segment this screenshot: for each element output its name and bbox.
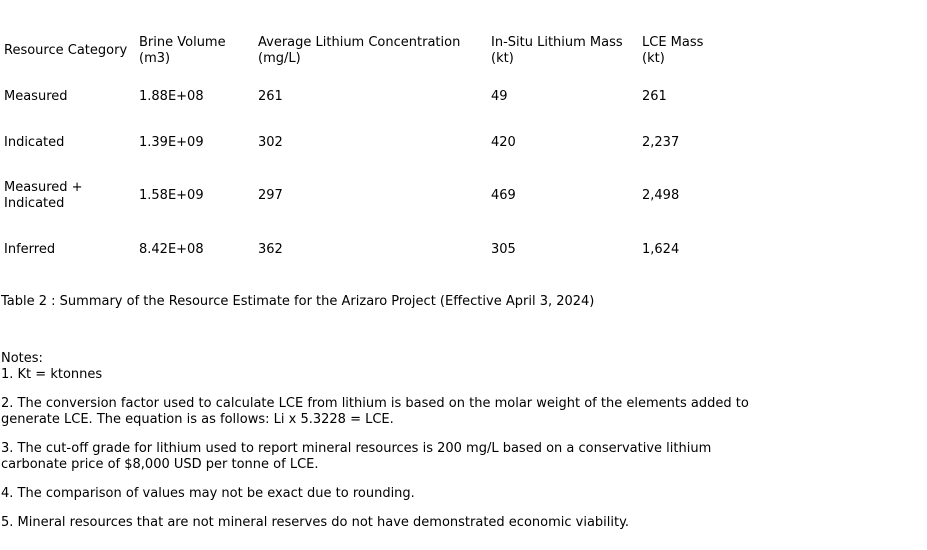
table-row — [2, 226, 724, 274]
table-body — [2, 74, 724, 274]
header-volume-line2: (m3) — [139, 51, 171, 66]
cell-lce: 2,498 — [642, 188, 680, 203]
notes-section — [1, 351, 761, 531]
note-item: 5. Mineral resources that are not mineral reserves do not have demonstrated economic viability. — [1, 515, 630, 530]
header-lce-line1: LCE Mass — [642, 35, 704, 50]
header-lithium-mass — [489, 28, 640, 74]
cell-category-line1: Measured + — [4, 180, 83, 195]
table-header — [2, 28, 724, 74]
notes-heading: Notes: — [1, 351, 43, 366]
header-mass-line1: In-Situ Lithium Mass — [491, 35, 623, 50]
cell-category-line2: Indicated — [4, 196, 65, 211]
cell-lce: 2,237 — [642, 135, 680, 150]
cell-volume: 1.58E+09 — [139, 188, 204, 203]
header-concentration-line1: Average Lithium Concentration — [258, 35, 461, 50]
cell-category: Indicated — [4, 135, 65, 150]
cell-concentration: 302 — [258, 135, 283, 150]
header-lce-line2: (kt) — [642, 51, 665, 66]
table-header-row — [2, 28, 724, 74]
cell-lce: 1,624 — [642, 242, 680, 257]
cell-category: Inferred — [4, 242, 56, 257]
table-caption: Table 2 : Summary of the Resource Estimate for the Arizaro Project (Effective April 3, 2024) — [1, 294, 595, 309]
header-category-text: Resource Category — [4, 43, 128, 58]
cell-mass: 469 — [491, 188, 516, 203]
header-resource-category — [2, 28, 137, 74]
header-lce-mass — [640, 28, 724, 74]
table-row — [2, 120, 724, 166]
resource-estimate-table — [2, 28, 724, 274]
cell-category — [2, 166, 137, 226]
header-mass-line2: (kt) — [491, 51, 514, 66]
note-item: 3. The cut-off grade for lithium used to report mineral resources is 200 mg/L based on a conservative lithium carbonate price of $8,000 USD per tonne of LCE. — [1, 441, 712, 472]
cell-lce: 261 — [642, 89, 667, 104]
note-item: 1. Kt = ktonnes — [1, 367, 103, 382]
cell-mass: 305 — [491, 242, 516, 257]
cell-volume: 1.39E+09 — [139, 135, 204, 150]
header-lithium-concentration — [256, 28, 489, 74]
cell-volume: 1.88E+08 — [139, 89, 204, 104]
header-concentration-line2: (mg/L) — [258, 51, 301, 66]
header-brine-volume — [137, 28, 256, 74]
cell-concentration: 261 — [258, 89, 283, 104]
cell-concentration: 297 — [258, 188, 283, 203]
header-volume-line1: Brine Volume — [139, 35, 226, 50]
cell-concentration: 362 — [258, 242, 283, 257]
note-item: 4. The comparison of values may not be exact due to rounding. — [1, 486, 415, 501]
cell-category: Measured — [4, 89, 68, 104]
cell-mass: 420 — [491, 135, 516, 150]
note-item: 2. The conversion factor used to calculate LCE from lithium is based on the molar weight of the elements added to generate LCE. The equation is as follows: Li x 5.3228 = LCE. — [1, 396, 749, 427]
cell-volume: 8.42E+08 — [139, 242, 204, 257]
table-row — [2, 166, 724, 226]
table-row — [2, 74, 724, 120]
cell-mass: 49 — [491, 89, 508, 104]
